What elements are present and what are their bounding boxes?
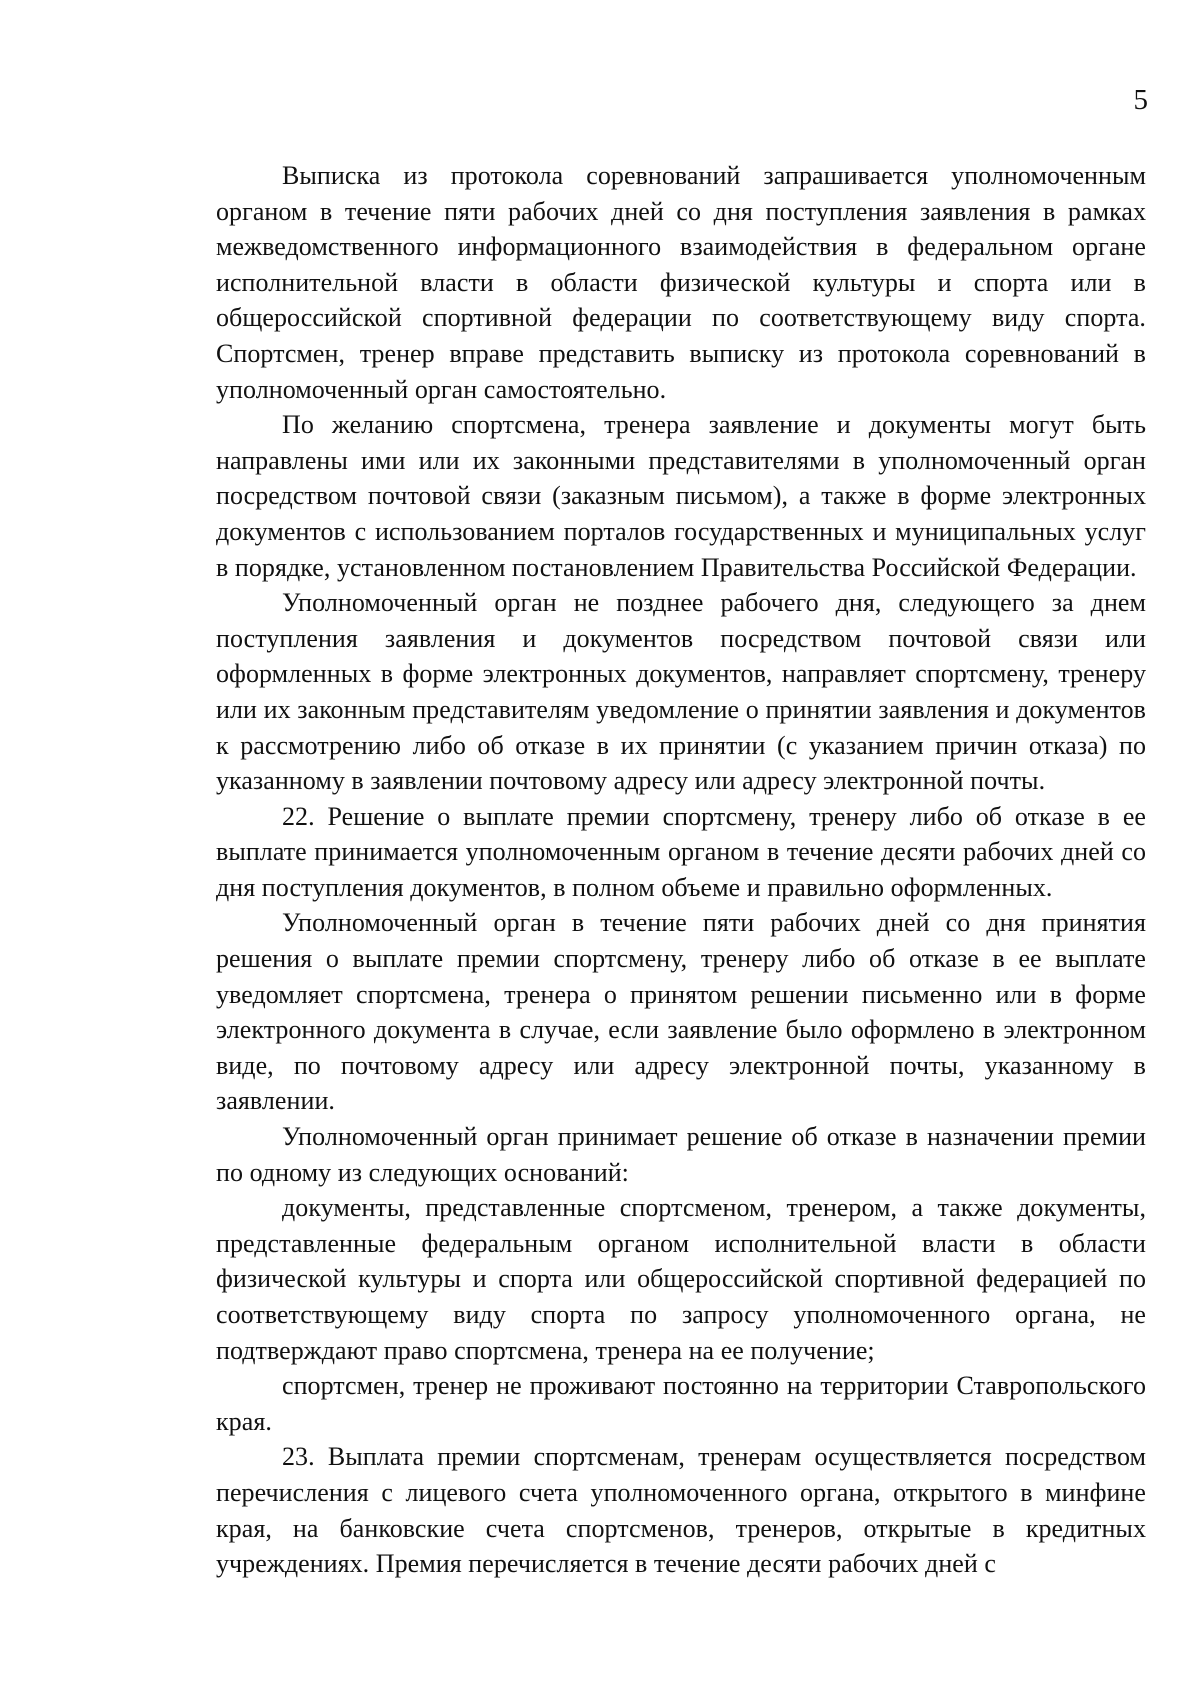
paragraph-22-decision: 22. Решение о выплате премии спортсмену, тренеру либо об отказе в ее выплате принимается уполномоченным органом в течение десяти рабочих дней со дня поступления документов, в полном объеме и правильно оформленных. (216, 801, 1146, 902)
document-body (216, 158, 1146, 1582)
paragraph-refusal-grounds: Уполномоченный орган принимает решение об отказе в назначении премии по одному из следующих оснований: (216, 1122, 1146, 1187)
paragraph-protocol-extract: Выписка из протокола соревнований запрашивается уполномоченным органом в течение пяти рабочих дней со дня поступления заявления в рамках межведомственного информационного взаимодействия в федеральном органе исполнительной власти в области физической культуры и спорта или в общероссийской спортивной федерации по соответствующему виду спорта. Спортсмен, тренер вправе представить выписку из протокола соревнований в уполномоченный орган самостоятельно. (216, 161, 1146, 404)
paragraph-notification: Уполномоченный орган не позднее рабочего дня, следующего за днем поступления заявления и документов посредством почтовой связи или оформленных в форме электронных документов, направляет спортсмену, тренеру или их законным представителям уведомление о принятии заявления и документов к рассмотрению либо об отказе в их принятии (с указанием причин отказа) по указанному в заявлении почтовому адресу или адресу электронной почты. (216, 588, 1146, 796)
page-number: 5 (1133, 84, 1148, 116)
paragraph-23-payment: 23. Выплата премии спортсменам, тренерам осуществляется посредством перечисления с лицевого счета уполномоченного органа, открытого в минфине края, на банковские счета спортсменов, тренеров, открытые в кредитных учреждениях. Премия перечисляется в течение десяти рабочих дней с (216, 1442, 1146, 1579)
paragraph-refusal-ground-documents: документы, представленные спортсменом, тренером, а также документы, представленные федеральным органом исполнительной власти в области физической культуры и спорта или общероссийской спортивной федерацией по соответствующему виду спорта по запросу уполномоченного органа, не подтверждают право спортсмена, тренера на ее получение; (216, 1193, 1146, 1365)
paragraph-decision-notice: Уполномоченный орган в течение пяти рабочих дней со дня принятия решения о выплате премии спортсмену, тренеру либо об отказе в ее выплате уведомляет спортсмена, тренера о принятом решении письменно или в форме электронного документа в случае, если заявление было оформлено в электронном виде, по почтовому адресу или адресу электронной почты, указанному в заявлении. (216, 908, 1146, 1116)
paragraph-refusal-ground-residence: спортсмен, тренер не проживают постоянно на территории Ставропольского края. (216, 1371, 1146, 1436)
paragraph-submission-options: По желанию спортсмена, тренера заявление и документы могут быть направлены ими или их законными представителями в уполномоченный орган посредством почтовой связи (заказным письмом), а также в форме электронных документов с использованием порталов государственных и муниципальных услуг в порядке, установленном постановлением Правительства Российской Федерации. (216, 410, 1146, 582)
